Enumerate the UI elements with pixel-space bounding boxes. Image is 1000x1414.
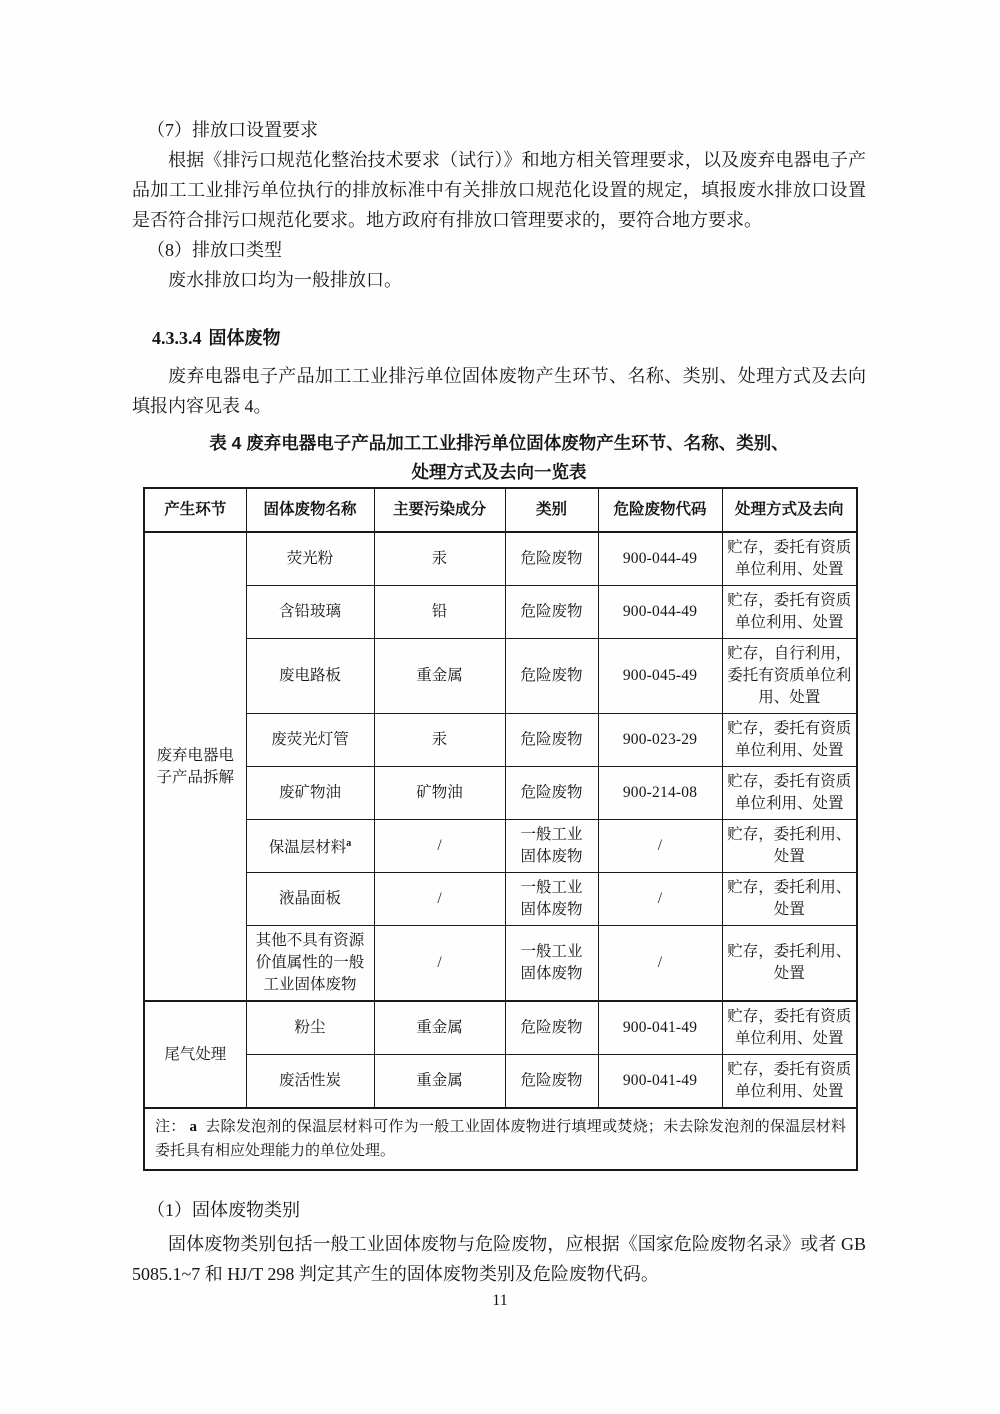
- disposal-cell: 贮存，委托利用、处置: [722, 926, 857, 1002]
- category-cell: 一般工业固体废物: [505, 926, 598, 1002]
- disposal-cell: 贮存，自行利用，委托有资质单位利用、处置: [722, 639, 857, 714]
- page-content: [132, 115, 866, 1289]
- waste-name-cell: 其他不具有资源价值属性的一般工业固体废物: [246, 926, 374, 1002]
- table-row: [144, 873, 857, 926]
- pollutant-cell: 重金属: [374, 1001, 505, 1055]
- pollutant-cell: /: [374, 820, 505, 873]
- item-7-heading: （7）排放口设置要求: [147, 120, 318, 140]
- pollutant-cell: /: [374, 873, 505, 926]
- section-paragraph: 废弃电器电子产品加工工业排污单位固体废物产生环节、名称、类别、处理方式及去向填报内容见表 4。: [132, 366, 866, 416]
- disposal-cell: 贮存，委托有资质单位利用、处置: [722, 532, 857, 586]
- item-8-paragraph: 废水排放口均为一般排放口。: [168, 270, 402, 290]
- code-cell: 900-044-49: [598, 586, 722, 639]
- pollutant-cell: 重金属: [374, 639, 505, 714]
- column-header: 产生环节: [144, 488, 246, 532]
- table-note-section: [144, 1108, 857, 1170]
- pollutant-cell: 重金属: [374, 1055, 505, 1109]
- table-caption: [132, 429, 866, 487]
- table-row: [144, 639, 857, 714]
- category-cell: 危险废物: [505, 1001, 598, 1055]
- disposal-cell: 贮存，委托有资质单位利用、处置: [722, 714, 857, 767]
- waste-name-cell: 荧光粉: [246, 532, 374, 586]
- page-number: 11: [492, 1292, 508, 1309]
- category-cell: 危险废物: [505, 639, 598, 714]
- category-cell: 一般工业固体废物: [505, 873, 598, 926]
- solid-waste-table-body: [144, 532, 857, 1108]
- pollutant-cell: 铅: [374, 586, 505, 639]
- table-row: [144, 1001, 857, 1055]
- code-cell: 900-041-49: [598, 1055, 722, 1109]
- solid-waste-table: [143, 487, 858, 1171]
- waste-name-cell: 保温层材料$^a$: [246, 820, 374, 873]
- code-cell: 900-044-49: [598, 532, 722, 586]
- column-header: 固体废物名称: [246, 488, 374, 532]
- disposal-cell: 贮存，委托有资质单位利用、处置: [722, 1055, 857, 1109]
- table-head: [144, 488, 857, 532]
- code-cell: 900-041-49: [598, 1001, 722, 1055]
- item-1-paragraph: 固体废物类别包括一般工业固体废物与危险废物，应根据《国家危险废物名录》或者 GB 5085.1~7 和 HJ/T 298 判定其产生的固体废物类别及危险废物代码。: [132, 1234, 866, 1284]
- pollutant-cell: 汞: [374, 532, 505, 586]
- table-row: [144, 714, 857, 767]
- table-row: [144, 1055, 857, 1109]
- note-text: 去除发泡剂的保温层材料可作为一般工业固体废物进行填埋或焚烧；未去除发泡剂的保温层材料委托具有相应处理能力的单位处理。: [155, 1119, 846, 1159]
- table-header-row: [144, 488, 857, 532]
- stage-cell: 废弃电器电子产品拆解: [144, 532, 246, 1001]
- column-header: 处理方式及去向: [722, 488, 857, 532]
- stage-cell: 尾气处理: [144, 1001, 246, 1108]
- disposal-cell: 贮存，委托利用、处置: [722, 873, 857, 926]
- table-row: [144, 767, 857, 820]
- code-cell: 900-045-49: [598, 639, 722, 714]
- pollutant-cell: /: [374, 926, 505, 1002]
- table-note-row: [144, 1108, 857, 1170]
- section-number: 4.3.3.4: [152, 328, 202, 348]
- waste-name-cell: 废矿物油: [246, 767, 374, 820]
- section-title: 固体废物: [208, 328, 281, 348]
- table-caption-line-1: 表 4 废弃电器电子产品加工工业排污单位固体废物产生环节、名称、类别、: [209, 433, 789, 453]
- category-cell: 危险废物: [505, 586, 598, 639]
- disposal-cell: 贮存，委托利用、处置: [722, 820, 857, 873]
- table-row: [144, 926, 857, 1002]
- code-cell: /: [598, 820, 722, 873]
- code-cell: 900-023-29: [598, 714, 722, 767]
- category-cell: 危险废物: [505, 1055, 598, 1109]
- table-row: [144, 532, 857, 586]
- table-caption-line-2: 处理方式及去向一览表: [411, 462, 587, 482]
- note-label: 注：: [155, 1119, 186, 1135]
- pollutant-cell: 汞: [374, 714, 505, 767]
- item-7-paragraph: 根据《排污口规范化整治技术要求（试行）》和地方相关管理要求，以及废弃电器电子产品加工工业排污单位执行的排放标准中有关排放口规范化设置的规定，填报废水排放口设置是否符合排污口规范化要求。地方政府有排放口管理要求的，要符合地方要求。: [132, 150, 866, 230]
- table-note-cell: [144, 1108, 857, 1170]
- waste-name-cell: 粉尘: [246, 1001, 374, 1055]
- waste-name-cell: 废电路板: [246, 639, 374, 714]
- code-cell: 900-214-08: [598, 767, 722, 820]
- column-header: 主要污染成分: [374, 488, 505, 532]
- waste-name-cell: 含铅玻璃: [246, 586, 374, 639]
- column-header: 危险废物代码: [598, 488, 722, 532]
- waste-name-cell: 液晶面板: [246, 873, 374, 926]
- code-cell: /: [598, 926, 722, 1002]
- note-footnote-marker: a: [189, 1119, 198, 1135]
- category-cell: 危险废物: [505, 714, 598, 767]
- code-cell: /: [598, 873, 722, 926]
- pollutant-cell: 矿物油: [374, 767, 505, 820]
- column-header: 类别: [505, 488, 598, 532]
- table-row: [144, 820, 857, 873]
- category-cell: 危险废物: [505, 767, 598, 820]
- section-heading: [132, 323, 866, 353]
- item-8-heading: （8）排放口类型: [147, 240, 282, 260]
- category-cell: 一般工业固体废物: [505, 820, 598, 873]
- category-cell: 危险废物: [505, 532, 598, 586]
- footnote-marker: a: [346, 837, 352, 849]
- item-1-heading: （1）固体废物类别: [147, 1200, 300, 1220]
- disposal-cell: 贮存，委托有资质单位利用、处置: [722, 586, 857, 639]
- table-row: [144, 586, 857, 639]
- waste-name-cell: 废活性炭: [246, 1055, 374, 1109]
- disposal-cell: 贮存，委托有资质单位利用、处置: [722, 767, 857, 820]
- waste-name-cell: 废荧光灯管: [246, 714, 374, 767]
- disposal-cell: 贮存，委托有资质单位利用、处置: [722, 1001, 857, 1055]
